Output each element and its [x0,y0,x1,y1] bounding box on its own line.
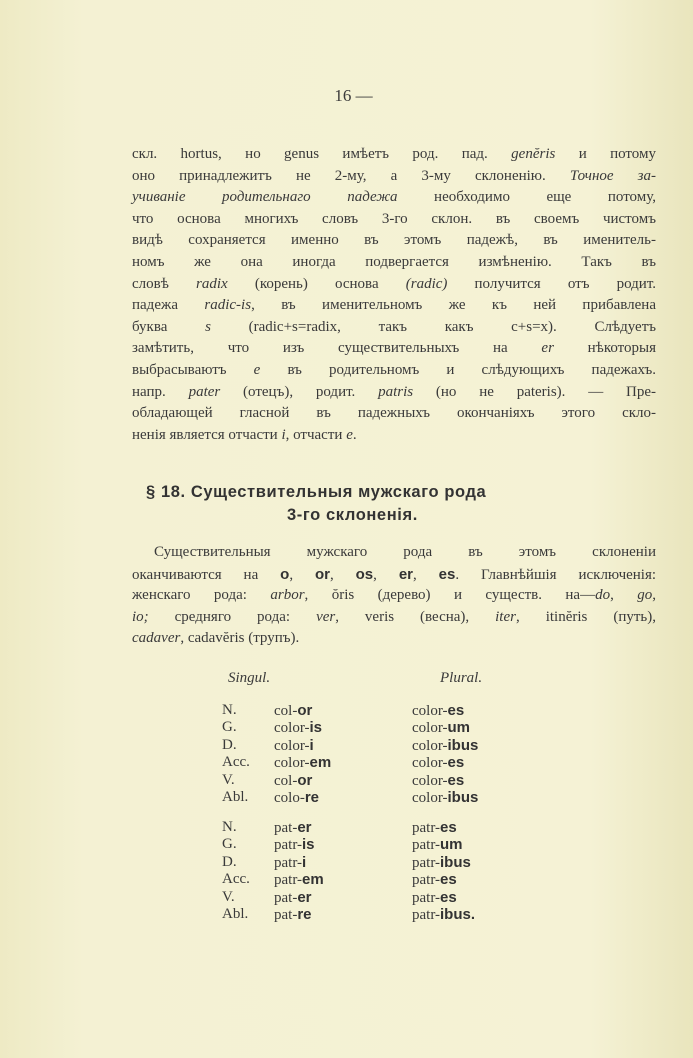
ending: um [447,719,471,737]
text-segment: , [329,566,356,583]
singular-form [274,702,312,720]
table-row [222,854,522,871]
italic-term: arbor [270,587,305,604]
bold-ending: er [398,565,413,583]
case-label: V. [222,888,235,905]
text-segment: , [413,566,439,583]
ending: es [447,771,465,789]
stem: pat- [274,820,298,836]
table-row [222,836,522,853]
stem: color- [412,703,448,719]
case-label: N. [222,819,237,835]
ending: er [297,888,312,906]
plural-form [412,854,471,872]
ending: is [302,836,315,854]
text-line [132,403,656,425]
ending: re [304,788,320,806]
text-line [132,317,656,339]
bold-ending: os [355,565,374,583]
table-row [222,889,522,906]
text-segment: , cadavĕris (трупъ). [180,630,300,647]
italic-term: patris [378,383,414,400]
text-segment: (radic+s=radix, такъ какъ c+s=x). Слѣдуетъ [210,318,657,335]
case-label: D. [222,853,237,870]
text-segment: , itinĕris (путь), [515,608,656,625]
stem: col- [274,703,298,719]
text-segment: , [373,566,399,583]
italic-term: io; [132,608,149,625]
italic-term: s [205,318,211,335]
ending: es [447,754,465,772]
bold-ending: es [438,565,456,583]
singular-form [274,772,312,790]
stem: patr- [412,906,441,923]
section-heading-line1: § 18. Существительныя мужскаго рода [146,483,487,501]
stem: patr- [274,872,303,889]
table-row [222,702,522,719]
italic-term: учиваніе родительнаго падежа [132,189,398,206]
ending: er [297,819,312,836]
italic-term: do [595,587,611,604]
ending: is [309,719,323,737]
table-row [222,772,522,789]
plural-form [412,754,464,772]
ending: es [440,871,457,889]
singular-form [274,819,312,837]
singular-form [274,871,324,889]
text-segment: словѣ [132,275,197,292]
text-segment: выбрасываютъ [132,361,254,378]
text-segment: . Главнѣйшія исключенія: [455,566,657,583]
italic-term: Точное за- [569,167,657,184]
text-segment: Существительныя мужскаго рода въ этомъ склоненіи [154,544,656,560]
text-line [132,187,656,209]
text-segment: , но genus имѣетъ род. пад. [218,146,512,162]
italic-term: (radic) [405,275,448,292]
stem: patr- [274,837,303,854]
text-line [132,338,656,360]
text-segment: номъ же она иногда подвергается измѣненію. Такъ въ [132,253,656,270]
singular-form [274,906,312,924]
plural-form [412,772,464,790]
text-line [132,166,656,188]
text-line [132,382,656,404]
table-row [222,819,522,836]
text-line [132,209,656,231]
text-segment: что основа многихъ словъ 3-го склон. въ своемъ чистомъ [132,210,656,227]
text-segment: скл. [132,146,181,162]
italic-term: genĕris [511,146,556,162]
paragraph-masculine-endings [132,542,656,650]
case-label: Abl. [222,788,249,805]
italic-term: iter [495,608,516,625]
text-segment: , отчасти [285,426,347,443]
text-segment: напр. [132,383,189,400]
case-label: G. [222,836,237,853]
text-line [132,585,656,607]
plural-header: Plural. [440,670,483,686]
stem: patr- [412,820,441,836]
text-line [132,274,656,296]
case-label: V. [222,771,235,788]
table-row [222,754,522,771]
text-line [132,360,656,382]
italic-term: go [637,587,653,604]
singular-form [274,836,315,854]
stem: patr- [274,854,303,871]
case-label: Acc. [222,754,250,771]
singular-header: Singul. [228,670,271,686]
table-row [222,789,522,806]
text-line [132,564,656,586]
stem: patr- [412,837,441,854]
singular-form [274,737,314,755]
text-line [132,542,656,564]
ending: es [440,888,457,906]
table-row [222,906,522,923]
stem: patr- [412,889,441,906]
ending: or [297,702,313,719]
declension-table-color [222,702,522,806]
stem: colo- [274,789,305,806]
ending: i [309,736,314,754]
case-label: G. [222,719,237,736]
italic-term: ver [316,608,336,625]
text-segment: видѣ сохраняется именно въ этомъ падежѣ, въ именитель- [132,232,656,249]
ending: em [309,754,332,772]
ending: ibus [440,853,471,871]
text-segment: падежа [132,297,205,314]
ending: ibus [447,788,479,806]
text-segment: средняго рода: [148,608,317,625]
stem: color- [412,755,448,772]
italic-term: er [541,340,554,357]
italic-term: e [253,361,261,378]
ending: em [302,871,324,889]
case-label: Acc. [222,871,250,888]
plural-form [412,889,457,907]
ending: i [302,853,307,871]
text-line [132,252,656,274]
stem: pat- [274,889,298,906]
ending: ibus. [440,905,476,923]
ending: um [440,836,463,854]
page-number: 16 — [334,86,373,105]
plural-form [412,906,475,924]
italic-term: i [281,426,286,443]
plural-form [412,836,463,854]
text-segment: , [652,587,657,604]
text-segment: оно принадлежитъ не 2-му, а 3-му склоненію. [132,167,570,184]
table-row [222,719,522,736]
case-label: D. [222,736,237,753]
text-line [132,230,656,252]
singular-form [274,789,319,807]
text-line [132,607,656,629]
stem: patr- [412,854,441,871]
ending: ibus [447,736,479,754]
text-segment: оканчиваются на [132,566,281,583]
text-segment: получится отъ родит. [447,275,656,292]
text-line [132,295,656,317]
stem: color- [274,737,310,754]
case-label: N. [222,702,237,718]
text-segment: замѣтить, что изъ существительныхъ на [132,340,542,357]
stem: color- [412,789,448,806]
singular-form [274,889,312,907]
ending: or [297,771,313,789]
ending: es [440,819,457,836]
text-segment: необходимо еще потому, [397,189,657,206]
stem: color- [412,720,448,737]
singular-form [274,754,331,772]
text-segment: (корень) основа [227,275,406,292]
table-row [222,871,522,888]
text-segment: обладающей гласной въ падежныхъ окончаніяхъ этого скло- [132,405,656,422]
stem: col- [274,772,298,789]
italic-term: radic-is [204,297,252,314]
plural-form [412,702,464,720]
text-segment: hortus [180,146,219,162]
bold-ending: or [314,565,330,583]
table-row [222,737,522,754]
text-segment: , [289,566,315,583]
stem: color- [274,720,310,737]
italic-term: e [346,426,353,443]
plural-form [412,737,478,755]
stem: pat- [274,906,298,923]
text-segment: , въ именительномъ же къ ней прибавлена [251,297,656,314]
text-segment: нѣкоторыя [553,340,656,357]
section-heading-line2: 3-го склоненія. [287,506,418,524]
text-segment: , veris (весна), [335,608,496,625]
singular-form [274,854,306,872]
text-segment: . [352,426,357,443]
ending: es [447,702,465,719]
text-line [132,144,656,166]
declension-table-pater [222,819,522,923]
plural-form [412,871,457,889]
plural-form [412,719,470,737]
italic-term: pater [188,383,221,400]
text-line [132,628,656,650]
text-segment: женскаго рода: [132,587,271,604]
text-segment: , [610,587,638,604]
ending: re [297,905,312,923]
italic-term: cadaver [132,630,181,647]
stem: color- [412,772,448,789]
bold-ending: o [280,565,290,583]
stem: color- [274,755,310,772]
singular-form [274,719,322,737]
case-label: Abl. [222,905,249,922]
plural-form [412,789,478,807]
stem: color- [412,737,448,754]
paragraph-declension-intro [132,144,656,446]
text-segment: , ŏris (дерево) и существ. на— [304,587,596,604]
text-segment: ненія является отчасти [132,426,282,443]
text-segment: въ родительномъ и слѣдующихъ падежахъ. [260,361,656,378]
text-segment: и потому [555,146,656,162]
stem: patr- [412,872,441,889]
text-line [132,425,656,447]
plural-form [412,819,457,837]
text-segment: буква [132,318,206,335]
text-segment: (отецъ), родит. [220,383,379,400]
text-segment: (но не pateris). — Пре- [413,383,656,400]
italic-term: radix [196,275,228,292]
